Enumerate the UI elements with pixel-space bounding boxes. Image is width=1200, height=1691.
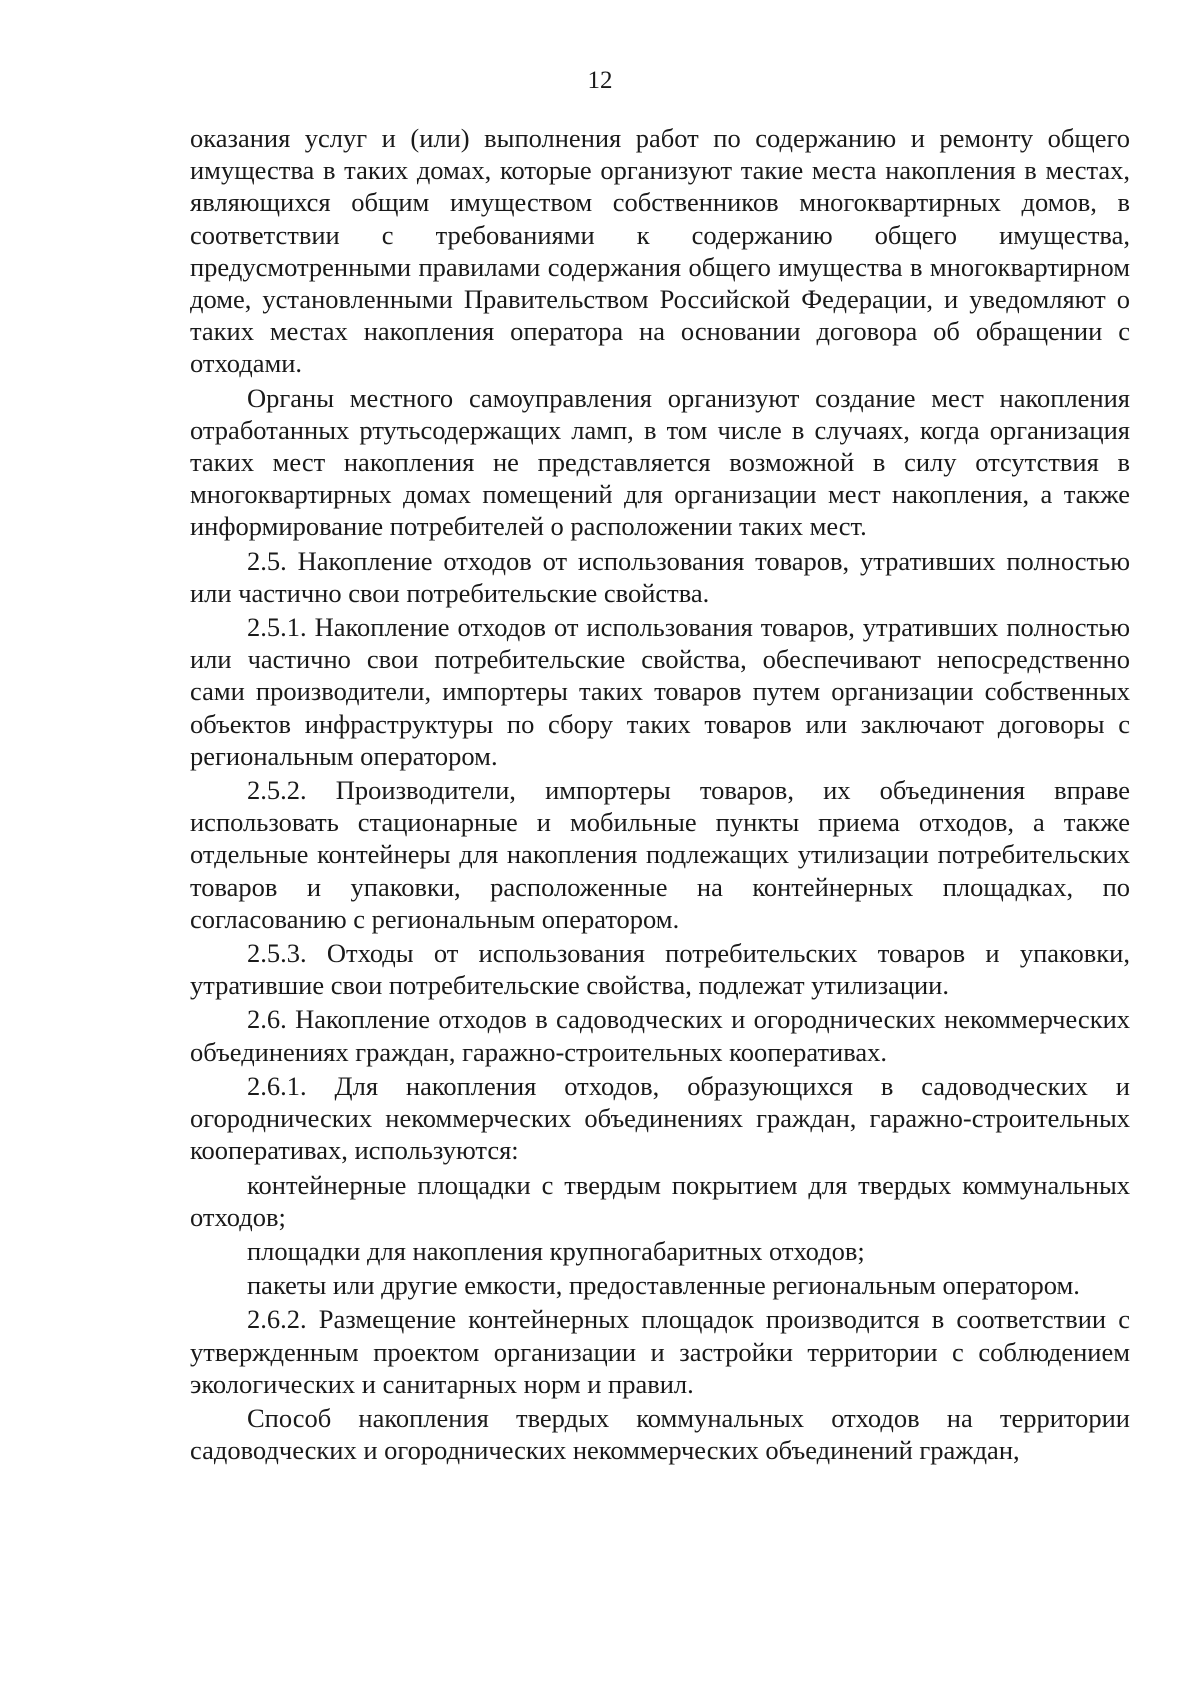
- section-2-5-3: 2.5.3. Отходы от использования потребительских товаров и упаковки, утратившие свои потребительские свойства, подлежат утилизации.: [190, 938, 1130, 1001]
- list-item-container-sites: контейнерные площадки с твердым покрытием для твердых коммунальных отходов;: [190, 1169, 1130, 1232]
- paragraph-accumulation-method: Способ накопления твердых коммунальных отходов на территории садоводческих и огороднических некоммерческих объединений граждан,: [190, 1402, 1130, 1466]
- section-2-5-1: 2.5.1. Накопление отходов от использования товаров, утративших полностью или частично свои потребительские свойства, обеспечивают непосредственно сами производители, импортеры таких товаров путем организации собственных объектов инфраструктуры по сбору таких товаров или заключают договоры с региональным оператором.: [190, 612, 1130, 771]
- list-item-bulky-waste-sites: площадки для накопления крупногабаритных отходов;: [247, 1235, 865, 1266]
- paragraph-local-government: Органы местного самоуправления организуют создание мест накопления отработанных ртутьсодержащих ламп, в том числе в случаях, когда организация таких мест накопления не представляется возможной в силу отсутствия в многоквартирных домах помещений для организации мест накопления, а также информирование потребителей о расположении таких мест.: [190, 382, 1130, 542]
- list-item-bags-containers: пакеты или другие емкости, предоставленные региональным оператором.: [247, 1270, 1080, 1301]
- section-2-6-2: 2.6.2. Размещение контейнерных площадок производится в соответствии с утвержденным проектом организации и застройки территории с соблюдением экологических и санитарных норм и правил.: [190, 1304, 1130, 1399]
- document-body: [190, 122, 1130, 1466]
- section-2-6-heading: 2.6. Накопление отходов в садоводческих и огороднических некоммерческих объединениях граждан, гаражно-строительных кооперативах.: [190, 1004, 1130, 1067]
- section-2-5-heading: 2.5. Накопление отходов от использования товаров, утративших полностью или частично свои потребительские свойства.: [190, 545, 1130, 608]
- paragraph-continuation: оказания услуг и (или) выполнения работ по содержанию и ремонту общего имущества в таких домах, которые организуют такие места накопления в местах, являющихся общим имуществом собственников многоквартирных домов, в соответствии с требованиями к содержанию общего имущества, предусмотренными правилами содержания общего имущества в многоквартирном доме, установленными Правительством Российской Федерации, и уведомляют о таких местах накопления оператора на основании договора об обращении с отходами.: [190, 123, 1130, 379]
- section-2-6-1: 2.6.1. Для накопления отходов, образующихся в садоводческих и огороднических некоммерческих объединениях граждан, гаражно-строительных кооперативах, используются:: [190, 1070, 1130, 1166]
- page-number: 12: [587, 67, 613, 94]
- section-2-5-2: 2.5.2. Производители, импортеры товаров, их объединения вправе использовать стационарные и мобильные пункты приема отходов, а также отдельные контейнеры для накопления подлежащих утилизации потребительских товаров и упаковки, расположенные на контейнерных площадках, по согласованию с региональным оператором.: [190, 775, 1130, 934]
